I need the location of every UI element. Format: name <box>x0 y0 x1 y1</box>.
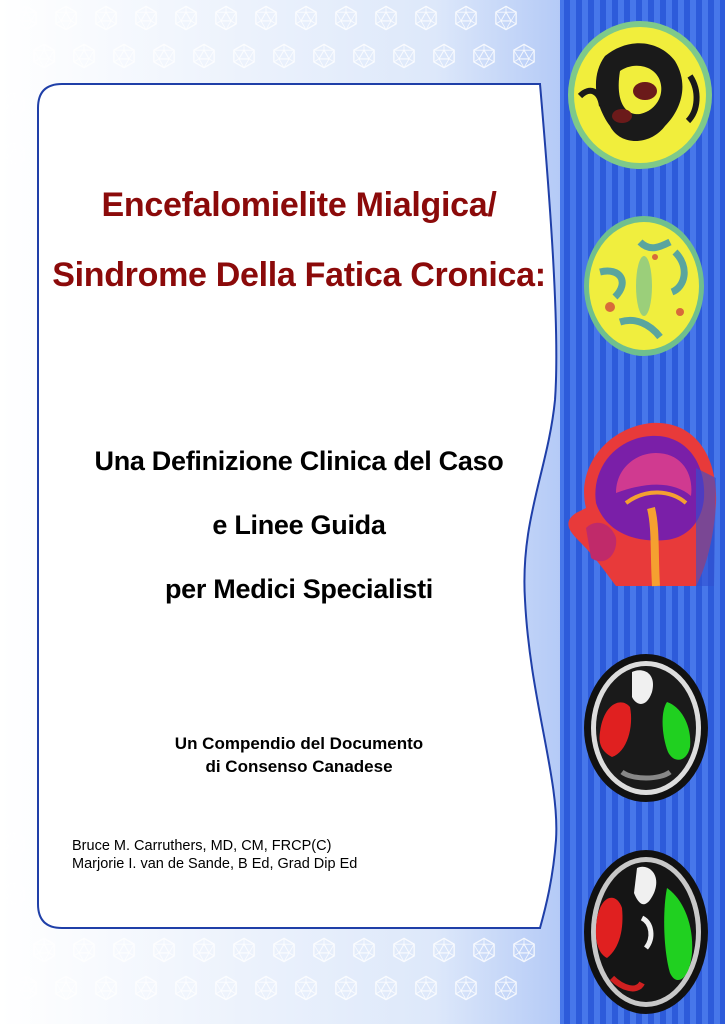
author-1: Bruce M. Carruthers, MD, CM, FRCP(C) <box>72 838 332 854</box>
subtitle-line-2: e Linee Guida <box>212 510 386 540</box>
subtitle-line-3: per Medici Specialisti <box>164 574 433 604</box>
brain-scan-image-3 <box>556 408 720 588</box>
brain-scan-image-2 <box>580 212 708 360</box>
title-line-1: Encefalomielite Mialgica/ <box>101 186 497 224</box>
compendium-line-2: di Consenso Canadese <box>205 757 393 776</box>
brain-scan-image-1 <box>560 16 720 174</box>
compendium-line-1: Un Compendio del Documento <box>174 734 424 753</box>
title-line-2: Sindrome Della Fatica Cronica: <box>52 256 546 294</box>
brain-scan-image-5 <box>582 848 710 1016</box>
author-2: Marjorie I. van de Sande, B Ed, Grad Dip Ed <box>72 856 358 872</box>
subtitle-line-1: Una Definizione Clinica del Caso <box>94 446 504 476</box>
brain-scan-image-4 <box>582 652 710 804</box>
